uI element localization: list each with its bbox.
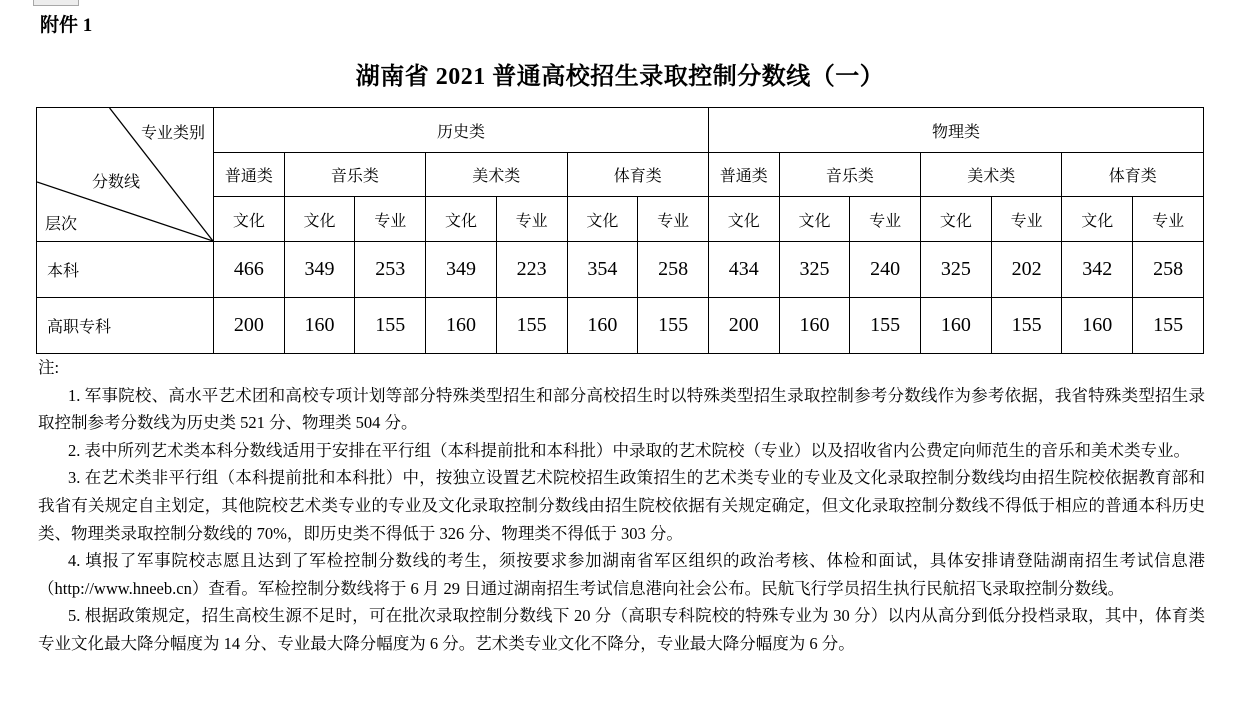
type-header-major: 专业 (1133, 197, 1204, 242)
score-cell: 155 (850, 298, 921, 354)
score-cell: 155 (355, 298, 426, 354)
score-cell: 155 (1133, 298, 1204, 354)
score-cell: 325 (921, 242, 992, 298)
score-cell: 325 (779, 242, 850, 298)
table-corner-header (37, 108, 214, 242)
page-title: 湖南省 2021 普通高校招生录取控制分数线（一） (355, 64, 885, 90)
note-item-1: 1. 军事院校、高水平艺术团和高校专项计划等部分特殊类型招生和部分高校招生时以特殊类型招生录取控制参考分数线作为参考依据，我省特殊类型招生录取控制参考分数线为历史类 521 分、物理类 504 分。 (38, 385, 1205, 433)
score-cell: 202 (991, 242, 1062, 298)
row-label-gaozhi: 高职专科 (37, 298, 214, 354)
score-cell: 200 (708, 298, 779, 354)
type-header-major: 专业 (638, 197, 709, 242)
category-header-music: 音乐类 (779, 153, 920, 197)
corner-label-category: 专业类别 (140, 125, 205, 142)
category-header-art: 美术类 (426, 153, 567, 197)
note-item-5: 5. 根据政策规定，招生高校生源不足时，可在批次录取控制分数线下 20 分（高职专科院校的特殊专业为 30 分）以内从高分到低分投档录取，其中，体育类专业文化最大降分幅度为 14 分、专业最大降分幅度为 6 分。艺术类专业文化不降分，专业最大降分幅度为 6 分。 (38, 606, 1205, 653)
table-row-benke (37, 242, 1204, 298)
score-cell: 342 (1062, 242, 1133, 298)
score-cell: 160 (284, 298, 355, 354)
score-cell: 223 (496, 242, 567, 298)
score-cell: 160 (1062, 298, 1133, 354)
category-header-art: 美术类 (921, 153, 1062, 197)
score-cell: 160 (921, 298, 992, 354)
row-label-benke: 本科 (37, 242, 214, 298)
table-row-gaozhi (37, 298, 1204, 354)
score-cell: 258 (638, 242, 709, 298)
type-header-major: 专业 (991, 197, 1062, 242)
score-cell: 160 (567, 298, 638, 354)
attachment-label: 附件 1 (40, 15, 93, 36)
category-header-music: 音乐类 (284, 153, 425, 197)
score-cell: 160 (779, 298, 850, 354)
score-cell: 155 (638, 298, 709, 354)
score-cell: 253 (355, 242, 426, 298)
corner-label-scoreline: 分数线 (92, 174, 141, 191)
score-cell: 155 (991, 298, 1062, 354)
notes-label: 注: (38, 358, 60, 377)
type-header-major: 专业 (850, 197, 921, 242)
note-item-4: 4. 填报了军事院校志愿且达到了军检控制分数线的考生，须按要求参加湖南省军区组织的政治考核、体检和面试，具体安排请登陆湖南招生考试信息港（http://www.hneeb.cn）查看。军检控制分数线将于 6 月 29 日通过湖南招生考试信息港向社会公布。民航飞行学员招生执行民航招飞录取控制分数线。 (38, 551, 1205, 598)
type-header-culture: 文化 (426, 197, 497, 242)
score-line-table (36, 107, 1204, 354)
type-header-culture: 文化 (214, 197, 285, 242)
ui-artifact (33, 0, 79, 6)
note-item-2: 2. 表中所列艺术类本科分数线适用于安排在平行组（本科提前批和本科批）中录取的艺术院校（专业）以及招收省内公费定向师范生的音乐和美术类专业。 (68, 440, 1190, 460)
score-cell: 354 (567, 242, 638, 298)
type-header-culture: 文化 (1062, 197, 1133, 242)
category-header-pe: 体育类 (1062, 153, 1204, 197)
type-header-major: 专业 (355, 197, 426, 242)
group-header-physics: 物理类 (708, 108, 1203, 153)
type-header-culture: 文化 (779, 197, 850, 242)
score-cell: 155 (496, 298, 567, 354)
score-cell: 466 (214, 242, 285, 298)
type-header-culture: 文化 (708, 197, 779, 242)
notes-section (38, 354, 1205, 658)
type-header-culture: 文化 (567, 197, 638, 242)
score-cell: 258 (1133, 242, 1204, 298)
score-cell: 434 (708, 242, 779, 298)
score-cell: 349 (284, 242, 355, 298)
corner-label-level: 层次 (45, 216, 78, 233)
score-cell: 200 (214, 298, 285, 354)
score-cell: 349 (426, 242, 497, 298)
type-header-culture: 文化 (284, 197, 355, 242)
score-cell: 240 (850, 242, 921, 298)
type-header-major: 专业 (496, 197, 567, 242)
type-header-culture: 文化 (921, 197, 992, 242)
note-item-3: 3. 在艺术类非平行组（本科提前批和本科批）中，按独立设置艺术院校招生政策招生的艺术类专业的专业及文化录取控制分数线均由招生院校依据教育部和我省有关规定自主划定，其他院校艺术类专业的专业及文化录取控制分数线由招生院校依据有关规定确定，但文化录取控制分数线不得低于相应的普通本科历史类、物理类录取控制分数线的 70%，即历史类不得低于 326 分、物理类不得低于 303 分。 (38, 468, 1205, 543)
category-header-general: 普通类 (708, 153, 779, 197)
group-header-history: 历史类 (214, 108, 709, 153)
category-header-pe: 体育类 (567, 153, 708, 197)
category-header-general: 普通类 (214, 153, 285, 197)
score-cell: 160 (426, 298, 497, 354)
